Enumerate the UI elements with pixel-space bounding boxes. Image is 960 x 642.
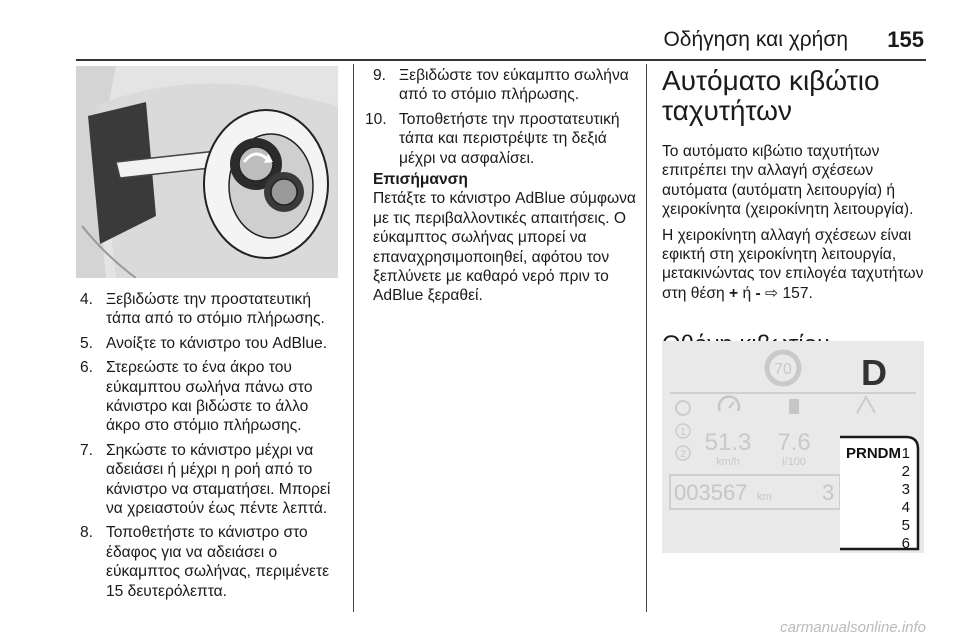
step-text: Τοποθετήστε το κάνιστρο στο έδαφος για να αδειάσει ο εύκαμπτος σωλήνας, περιμένετε 15 δευτερόλεπτα.: [106, 524, 330, 600]
step-number: 10.: [365, 110, 387, 128]
watermark: carmanualsonline.info: [780, 619, 926, 636]
step-text: Σηκώστε το κάνιστρο μέχρι να αδειάσει ή μέχρι η ροή από το κάνιστρο να σταματήσει. Μπορεί να χρειαστούν έως πέντε λεπτά.: [106, 441, 331, 518]
step-item: [365, 110, 635, 168]
step-item: [80, 358, 342, 436]
consumption-unit: l/100: [782, 456, 806, 468]
column-divider: [646, 64, 647, 612]
paragraph-text: Η χειροκίνητη αλλαγή σχέσεων είναι εφικτή στη χειροκίνητη λειτουργία, μετακινώντας τον επιλογέα ταχυτήτων στη θέση: [662, 226, 924, 302]
odometer-unit: km: [757, 491, 772, 503]
gear-4: 4: [901, 499, 910, 516]
header-title: Οδήγηση και χρήση: [663, 28, 848, 51]
gear-6: 6: [901, 535, 910, 552]
note-text: Πετάξτε το κάνιστρο AdBlue σύμφωνα με τις περιβαλλοντικές απαιτήσεις. Ο εύκαμπτος σωλήνας μπορεί να επαναχρησιμοποιηθεί, αφότου τον ξεπλύνετε με καθαρό νερό πριν το AdBlue ξεραθεί.: [373, 190, 636, 305]
trip-1-label: 1: [680, 427, 686, 438]
minus-symbol: -: [755, 284, 761, 302]
page-ref: 157.: [782, 284, 813, 302]
or-text: ή: [738, 284, 756, 302]
speed-limit-value: 70: [774, 361, 792, 378]
page-ref-arrow-icon: ⇨: [765, 284, 779, 302]
column-3: [662, 66, 942, 387]
prndm-label: PRNDM: [846, 445, 901, 462]
step-text: Τοποθετήστε την προστατευτική τάπα και περιστρέψτε τη δεξιά μέχρι να ασφαλίσει.: [399, 110, 620, 167]
step-item: [373, 66, 635, 105]
odometer-right: 3: [822, 480, 835, 505]
step-number: 9.: [373, 67, 387, 84]
step-text: Στερεώστε το ένα άκρο του εύκαμπτου σωλήνα πάνω στο κάνιστρο και βιδώστε το άλλο άκρο στο στόμιο πλήρωσης.: [106, 359, 313, 435]
step-number: 5.: [80, 334, 94, 352]
step-item: [80, 290, 342, 329]
fuel-pump-icon: [789, 399, 799, 414]
trip-2-label: 2: [680, 449, 686, 460]
speed-value: 51.3: [704, 429, 752, 456]
gear-3: 3: [901, 481, 910, 498]
paragraph: [662, 226, 942, 304]
plus-symbol: +: [729, 284, 739, 302]
steps-list-col1: [80, 290, 342, 606]
note-box: [373, 170, 643, 306]
consumption-value: 7.6: [777, 429, 811, 456]
step-number: 7.: [80, 441, 94, 459]
gear-2: 2: [901, 463, 910, 480]
page-header: [0, 0, 960, 60]
step-number: 6.: [80, 359, 94, 377]
step-item: [80, 523, 342, 601]
step-text: Ξεβιδώστε τον εύκαμπτο σωλήνα από το στόμιο πλήρωσης.: [399, 67, 629, 104]
step-number: 8.: [80, 524, 94, 542]
adblue-filler-illustration: [76, 66, 338, 278]
paragraph: Το αυτόματο κιβώτιο ταχυτήτων επιτρέπει την αλλαγή σχέσεων αυτόματα (αυτόματη λειτουργία) ή χειροκίνητα (χειροκίνητη λειτουργία).: [662, 143, 914, 219]
gear-1: 1: [901, 445, 910, 462]
step-item: [80, 441, 342, 519]
current-gear: D: [861, 352, 887, 393]
step-text: Ξεβιδώστε την προστατευτική τάπα από το στόμιο πλήρωσης.: [106, 291, 325, 328]
gearbox-display-illustration: [662, 341, 924, 553]
section-heading: Αυτόματο κιβώτιο ταχυτήτων: [662, 65, 880, 126]
header-rule: [76, 59, 926, 61]
note-title: Επισήμανση: [373, 171, 468, 188]
step-number: 4.: [80, 291, 94, 308]
step-item: [80, 334, 342, 353]
steps-list-col2: [365, 66, 635, 173]
speed-unit: km/h: [716, 456, 740, 468]
gear-5: 5: [901, 517, 910, 534]
column-divider: [353, 64, 354, 612]
page-number: 155: [887, 27, 924, 52]
odometer-value: 003567: [674, 480, 748, 505]
step-text: Ανοίξτε το κάνιστρο του AdBlue.: [106, 334, 328, 352]
